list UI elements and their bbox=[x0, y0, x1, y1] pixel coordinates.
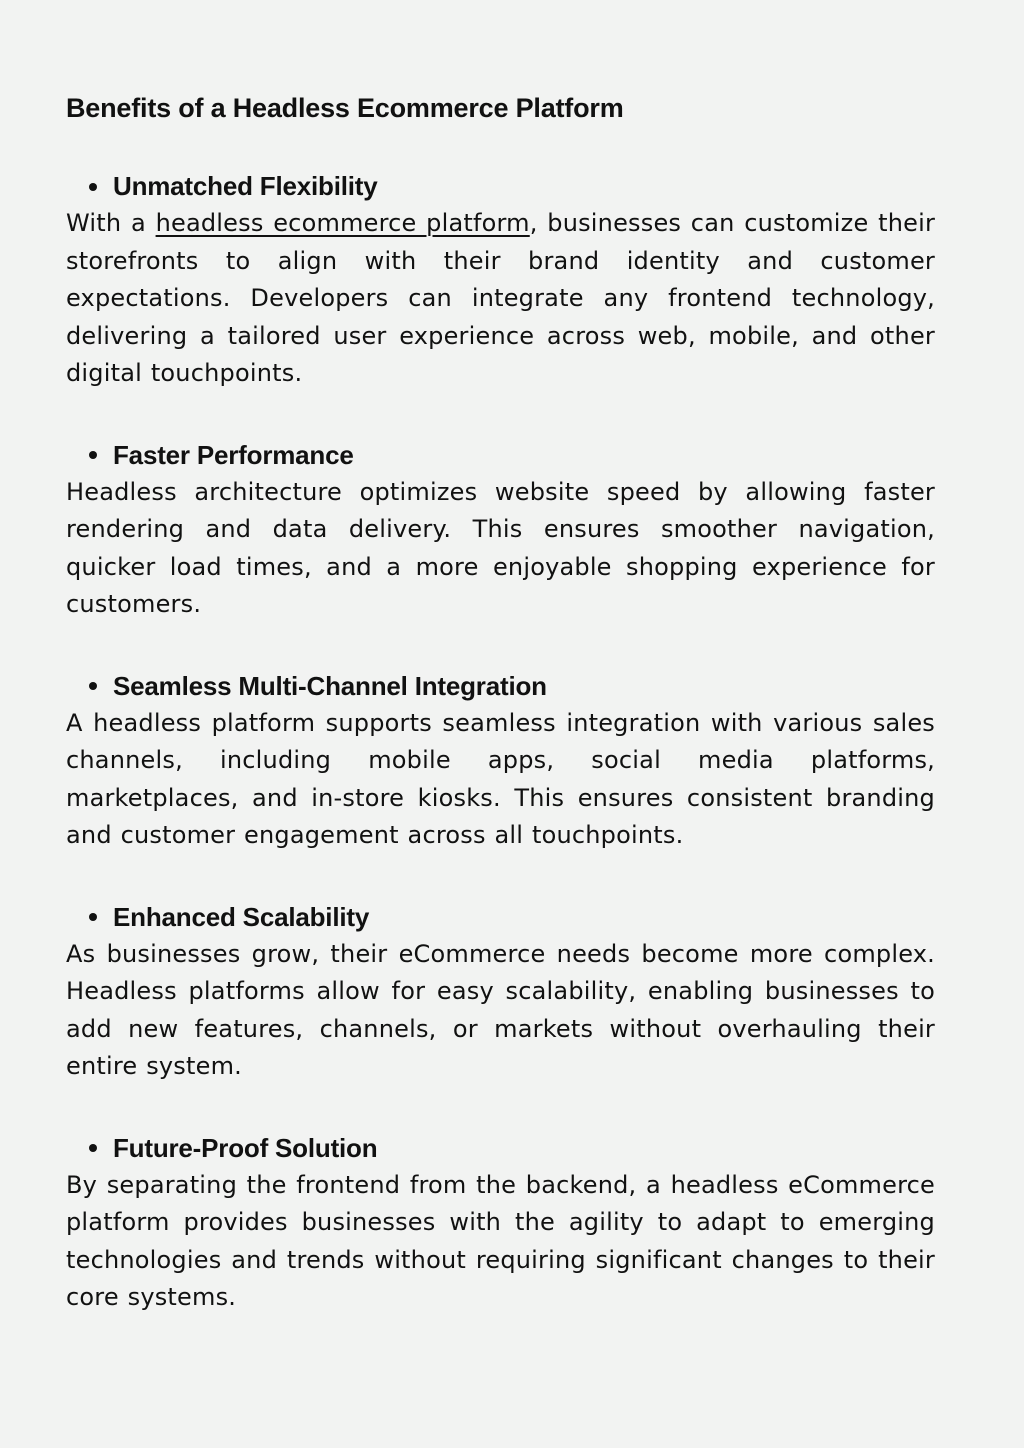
bullet-icon bbox=[89, 183, 97, 191]
section-heading-text: Faster Performance bbox=[113, 439, 354, 470]
section-heading-text: Seamless Multi-Channel Integration bbox=[113, 670, 547, 701]
page-title: Benefits of a Headless Ecommerce Platform bbox=[66, 93, 624, 123]
section-body-intro: With a bbox=[66, 209, 146, 237]
section-heading bbox=[66, 168, 935, 205]
section-heading-text: Future-Proof Solution bbox=[113, 1132, 378, 1163]
section-heading bbox=[66, 1130, 935, 1167]
headless-ecommerce-platform-link[interactable]: headless ecommerce platform bbox=[155, 209, 530, 237]
section-heading bbox=[66, 899, 935, 936]
section-faster-performance bbox=[66, 437, 935, 624]
bullet-icon bbox=[89, 913, 97, 921]
section-body: A headless platform supports seamless integration with various sales channels, including mobile apps, social media platforms, marketplaces, and in-store kiosks. This ensures consistent branding and customer engagement across all touchpoints. bbox=[66, 708, 935, 849]
section-body bbox=[66, 205, 935, 393]
section-body: By separating the frontend from the backend, a headless eCommerce platform provides businesses with the agility to adapt to emerging technologies and trends without requiring significant changes to their core systems. bbox=[66, 1170, 935, 1311]
section-heading bbox=[66, 437, 935, 474]
section-future-proof-solution bbox=[66, 1130, 935, 1317]
section-heading-text: Enhanced Scalability bbox=[113, 901, 370, 932]
section-body: Headless architecture optimizes website speed by allowing faster rendering and data delivery. This ensures smoother navigation, quicker load times, and a more enjoyable shopping experience for customers. bbox=[66, 477, 935, 618]
section-body-rest: , businesses can customize their storefronts to align with their brand identity and customer expectations. Developers can integrate any frontend technology, delivering a tailored user experience across web, mobile, and other digital touchpoints. bbox=[66, 209, 936, 387]
section-enhanced-scalability bbox=[66, 899, 935, 1086]
section-heading-text: Unmatched Flexibility bbox=[113, 171, 378, 201]
bullet-icon bbox=[89, 451, 97, 459]
bullet-icon bbox=[89, 682, 97, 690]
section-heading bbox=[66, 668, 935, 705]
bullet-icon bbox=[89, 1144, 97, 1152]
section-unmatched-flexibility bbox=[66, 168, 935, 393]
section-body: As businesses grow, their eCommerce needs become more complex. Headless platforms allow for easy scalability, enabling businesses to add new features, channels, or markets without overhauling their entire system. bbox=[66, 939, 935, 1080]
section-multi-channel-integration bbox=[66, 668, 935, 855]
